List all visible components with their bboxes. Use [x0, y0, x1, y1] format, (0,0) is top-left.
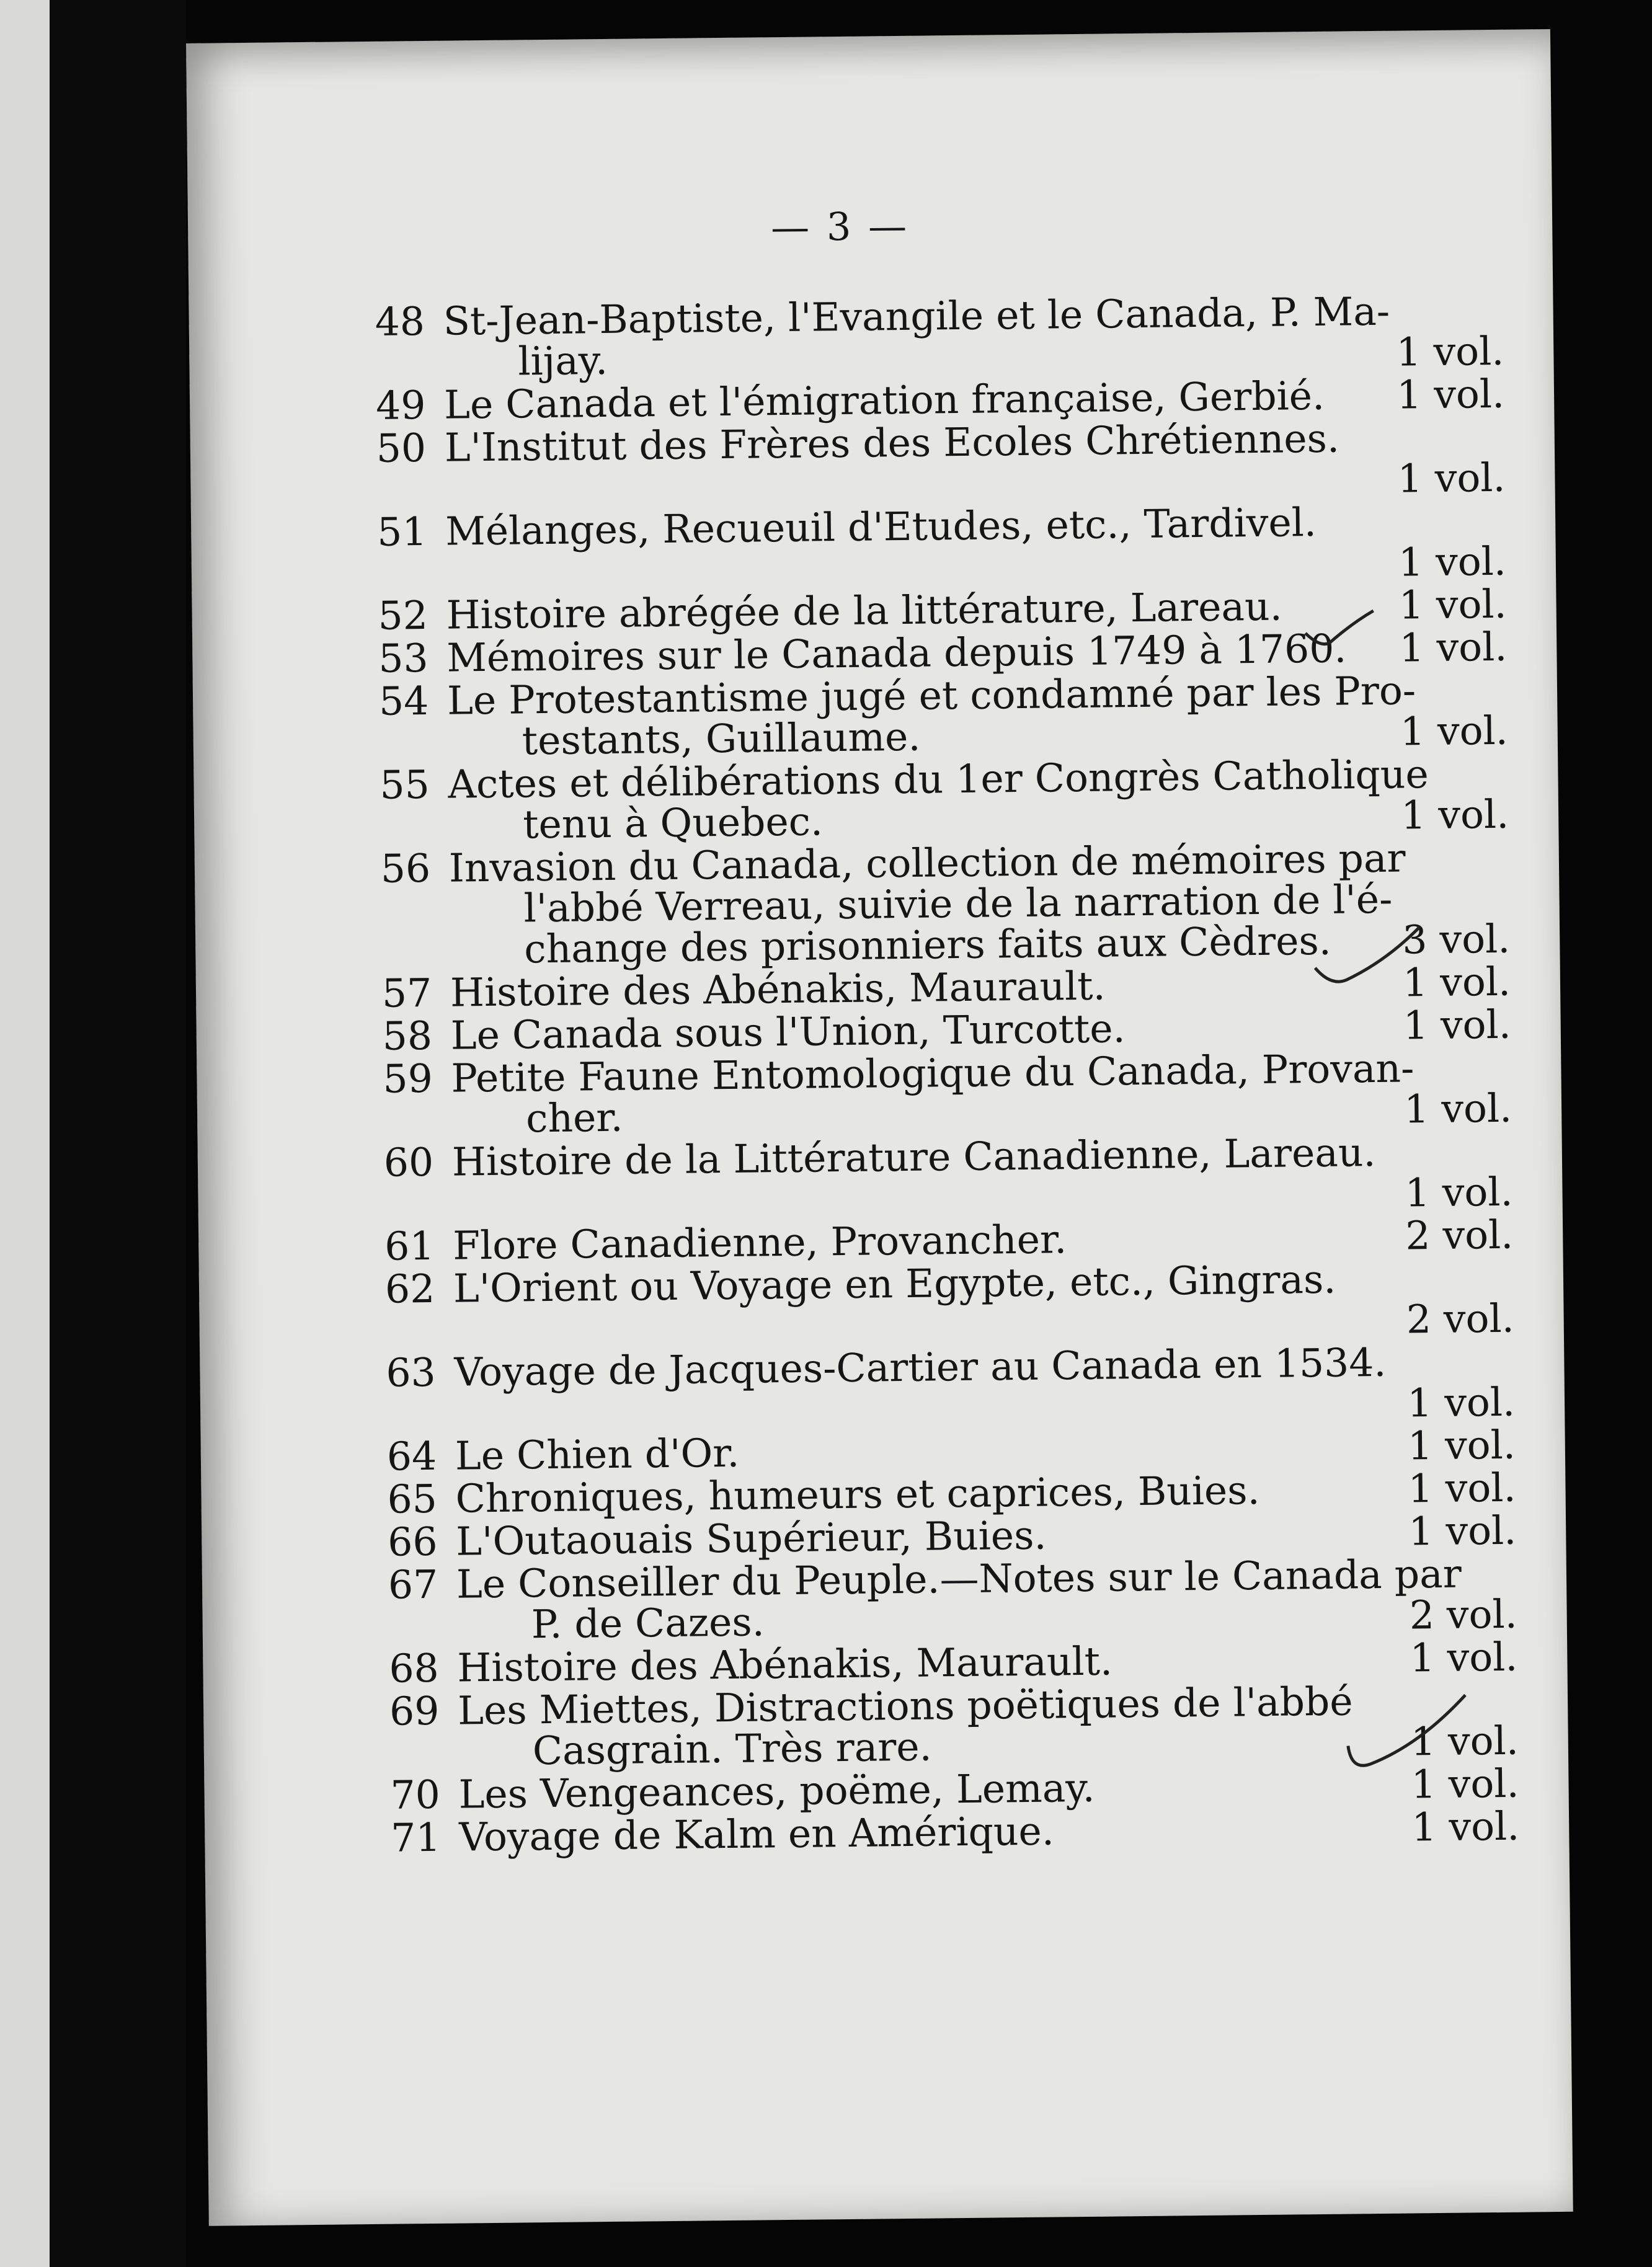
catalog-entry — [390, 1803, 1520, 1861]
handwritten-checkmark-icon — [1344, 1692, 1469, 1773]
catalog-entry — [376, 417, 1506, 510]
entry-title: change des prisonniers faits aux Cèdres. — [523, 918, 1332, 972]
entry-title: Histoire des Abénakis, Maurault. — [450, 963, 1106, 1016]
entry-number: 63 — [386, 1349, 437, 1396]
volume-count: 2 vol. — [1406, 1295, 1515, 1342]
catalog-entry — [388, 1553, 1517, 1647]
entry-line — [454, 1341, 1515, 1393]
entry-title: Le Canada sous l'Union, Turcotte. — [450, 1006, 1126, 1058]
volume-count: 1 vol. — [1396, 328, 1504, 375]
entry-line — [452, 1131, 1513, 1183]
entry-number: 56 — [380, 845, 431, 892]
entry-number: 59 — [383, 1055, 433, 1102]
entry-number: 57 — [381, 970, 432, 1016]
volume-count: 1 vol. — [1410, 1634, 1518, 1681]
entry-title: Histoire de la Littérature Canadienne, Lareau. — [451, 1130, 1376, 1185]
catalog-entry — [379, 670, 1508, 763]
volume-count: 1 vol. — [1411, 1760, 1519, 1808]
entry-number: 58 — [382, 1013, 433, 1059]
entry-title: Actes et délibérations du 1er Congrès Catholique — [448, 752, 1429, 807]
catalog-entry — [384, 1131, 1513, 1225]
volume-count: 1 vol. — [1410, 1718, 1519, 1765]
volume-count: 1 vol. — [1403, 1085, 1512, 1132]
entry-title: Le Chien d'Or. — [455, 1430, 740, 1479]
entry-title: Chroniques, humeurs et caprices, Buies. — [455, 1467, 1260, 1522]
handwritten-checkmark-icon — [1302, 608, 1377, 658]
catalog-entry — [385, 1258, 1514, 1351]
entry-title: Mélanges, Recueuil d'Etudes, etc., Tardivel. — [445, 499, 1317, 554]
entry-number: 69 — [389, 1688, 440, 1734]
entry-title: Voyage de Jacques-Cartier au Canada en 1534. — [454, 1339, 1387, 1395]
book-page — [186, 29, 1573, 2226]
entry-number: 49 — [375, 382, 426, 428]
entry-title: Voyage de Kalm en Amérique. — [458, 1808, 1055, 1860]
entry-number: 61 — [384, 1223, 435, 1269]
volume-count: 1 vol. — [1408, 1507, 1517, 1555]
entry-number: 65 — [387, 1476, 438, 1522]
entry-number: 55 — [380, 761, 430, 808]
entry-number: 53 — [378, 635, 429, 681]
volume-count: 1 vol. — [1402, 959, 1511, 1006]
volume-count: 1 vol. — [1408, 1465, 1516, 1512]
entry-title: Mémoires sur le Canada depuis 1749 à 1760. — [446, 626, 1347, 681]
entry-title: Casgrain. Très rare. — [532, 1724, 932, 1774]
entry-line — [448, 753, 1509, 805]
entry-title: tenu à Quebec. — [522, 799, 824, 848]
entry-number: 54 — [378, 678, 429, 724]
volume-count: 1 vol. — [1397, 455, 1506, 502]
volume-count: 2 vol. — [1409, 1591, 1518, 1638]
entry-line — [451, 1047, 1512, 1099]
volume-count: 1 vol. — [1406, 1379, 1516, 1426]
entry-title: Les Vengeances, poëme, Lemay. — [458, 1765, 1095, 1817]
entry-title: Invasion du Canada, collection de mémoires par — [448, 835, 1406, 891]
catalog-entry — [377, 500, 1506, 594]
entry-title: Le Conseiller du Peuple.—Notes sur le Canada par — [456, 1551, 1462, 1607]
volume-count: 1 vol. — [1398, 581, 1507, 628]
catalog-entry — [386, 1341, 1515, 1435]
page-number: — 3 — — [770, 203, 910, 251]
entry-title: Histoire abrégée de la littérature, Lareau. — [446, 583, 1283, 638]
entry-title: lijay. — [518, 337, 608, 384]
volume-count: 1 vol. — [1399, 624, 1508, 671]
entry-number: 48 — [375, 298, 425, 345]
entry-number: 51 — [376, 508, 427, 555]
entry-number: 50 — [376, 425, 427, 471]
entry-number: 62 — [384, 1266, 435, 1312]
entry-title: L'Orient ou Voyage en Egypte, etc., Gingras. — [453, 1256, 1336, 1311]
catalog-entry — [383, 1047, 1512, 1141]
entry-title: Le Protestantisme jugé et condamné par les Pro- — [446, 668, 1416, 724]
catalog-entry — [375, 290, 1504, 384]
handwritten-checkmark-icon — [1312, 923, 1424, 993]
entry-title: St-Jean-Baptiste, l'Evangile et le Canada, P. Ma- — [443, 288, 1390, 344]
volume-count: 1 vol. — [1400, 791, 1509, 838]
entry-number: 70 — [390, 1772, 441, 1818]
entry-line — [456, 1553, 1517, 1605]
volume-count: 1 vol. — [1411, 1803, 1520, 1850]
entry-number: 64 — [386, 1433, 437, 1480]
entry-number: 71 — [390, 1814, 441, 1861]
page-gutter — [50, 0, 186, 2267]
catalog-entry — [380, 753, 1509, 847]
entry-title: testants, Guillaume. — [522, 714, 921, 764]
entry-number: 60 — [383, 1139, 434, 1186]
catalog-list — [375, 290, 1519, 1861]
facing-page-edge — [0, 0, 50, 2267]
entry-title: Petite Faune Entomologique du Canada, Provan- — [451, 1045, 1414, 1101]
volume-count: 1 vol. — [1398, 538, 1507, 585]
entry-title: cher. — [525, 1094, 623, 1142]
entry-number: 68 — [389, 1645, 440, 1692]
entry-line — [447, 670, 1508, 722]
entry-title: Les Miettes, Distractions poëtiques de l'abbé — [457, 1679, 1353, 1734]
volume-count: 3 vol. — [1402, 916, 1511, 963]
entry-title: Flore Canadienne, Provancher. — [452, 1217, 1067, 1269]
entry-number: 66 — [387, 1519, 438, 1565]
volume-count: 1 vol. — [1403, 1001, 1512, 1049]
entry-title: Histoire des Abénakis, Maurault. — [457, 1638, 1113, 1691]
entry-title: P. de Cazes. — [531, 1599, 765, 1648]
volume-count: 1 vol. — [1407, 1422, 1516, 1469]
volume-count: 1 vol. — [1405, 1169, 1513, 1216]
entry-line — [458, 1803, 1520, 1860]
entry-title: Le Canada et l'émigration française, Gerbié. — [443, 373, 1325, 428]
entry-number: 67 — [388, 1561, 438, 1608]
entry-title: l'abbé Verreau, suivie de la narration de l'é- — [523, 876, 1393, 931]
entry-title: L'Institut des Frères des Ecoles Chrétiennes. — [444, 415, 1340, 471]
volume-count: 2 vol. — [1405, 1212, 1514, 1259]
entry-line — [443, 290, 1504, 342]
entry-number: 52 — [378, 592, 429, 639]
volume-count: 1 vol. — [1396, 371, 1505, 418]
volume-count: 1 vol. — [1400, 708, 1509, 755]
entry-title: L'Outaouais Supérieur, Buies. — [455, 1512, 1047, 1564]
